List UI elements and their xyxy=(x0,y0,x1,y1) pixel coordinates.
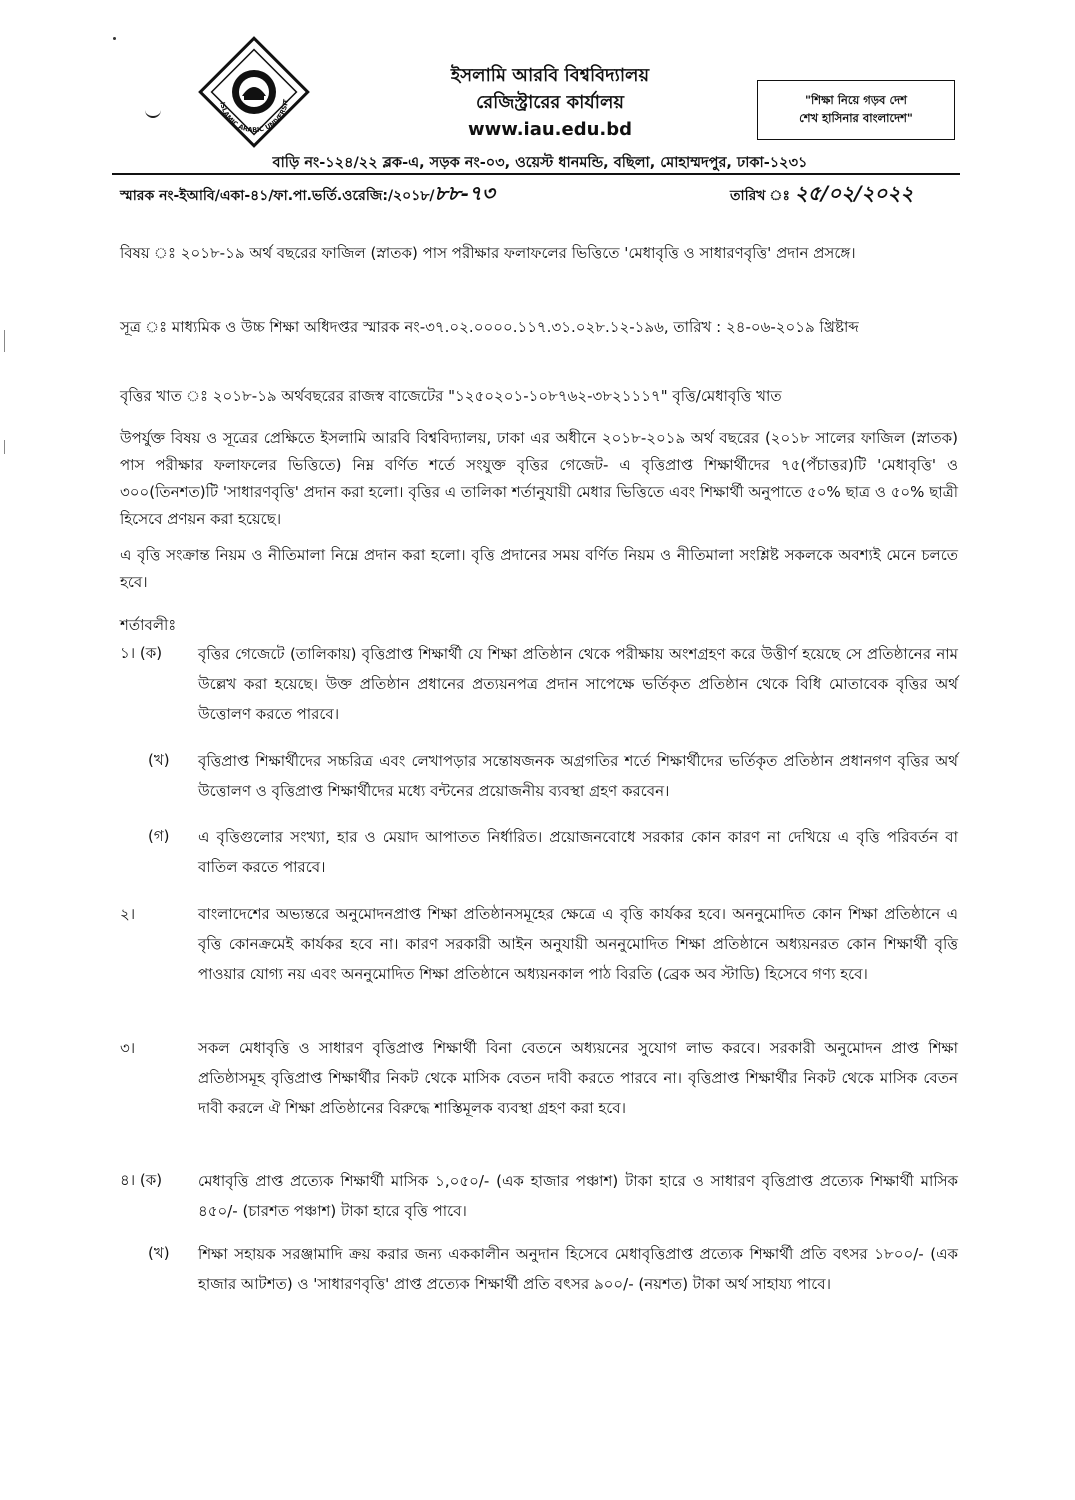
header-divider xyxy=(112,173,960,175)
condition-3-number: ৩। xyxy=(120,1039,136,1057)
website: www.iau.edu.bd xyxy=(467,119,633,140)
condition-1-number: ১। (ক) xyxy=(120,644,163,662)
rules-note: এ বৃত্তি সংক্রান্ত নিয়ম ও নীতিমালা নিম্নে প্রদান করা হলো। বৃত্তি প্রদানের সময় বর্ণিত নিয়ম ও নীতিমালা সংশ্লিষ্ট সকলকে অবশ্যই মেনে চলতে হবে। xyxy=(120,546,958,591)
scan-edge-mark xyxy=(4,440,5,454)
subject: বিষয় ঃ ২০১৮-১৯ অর্থ বছরের ফাজিল (স্নাতক) পাস পরীক্ষার ফলাফলের ভিত্তিতে 'মেধাবৃত্তি ও সাধারণবৃত্তি' প্রদান প্রসঙ্গে। xyxy=(120,244,856,262)
memo-handwritten: ৮৮-৭৩ xyxy=(434,181,495,205)
condition-1-ka: বৃত্তির গেজেটে (তালিকায়) বৃত্তিপ্রাপ্ত শিক্ষার্থী যে শিক্ষা প্রতিষ্ঠান থেকে পরীক্ষায় অংশগ্রহণ করে উত্তীর্ণ হয়েছে সে প্রতিষ্ঠানের নাম উল্লেখ করা হয়েছে। উক্ত প্রতিষ্ঠান প্রধানের প্রত্যয়নপত্র প্রদান সাপেক্ষে ভর্তিকৃত প্রতিষ্ঠান থেকে বিধি মোতাবেক বৃত্তির অর্থ উত্তোলণ করতে পারবে। xyxy=(198,645,958,723)
office-name: রেজিস্ট্রারের কার্যালয় xyxy=(475,92,625,113)
condition-4-kha: শিক্ষা সহায়ক সরঞ্জামাদি ক্রয় করার জন্য এককালীন অনুদান হিসেবে মেধাবৃত্তিপ্রাপ্ত প্রত্যেক শিক্ষার্থী প্রতি বৎসর ১৮০০/- (এক হাজার আটশত) ও 'সাধারণবৃত্তি' প্রাপ্ত প্রত্যেক শিক্ষার্থী প্রতি বৎসর ৯০০/- (নয়শত) টাকা অর্থ সাহায্য পাবে। xyxy=(198,1245,958,1293)
slogan-box xyxy=(757,80,955,140)
condition-4-ka: মেধাবৃত্তি প্রাপ্ত প্রত্যেক শিক্ষার্থী মাসিক ১,০৫০/- (এক হাজার পঞ্চাশ) টাকা হারে ও সাধারণ বৃত্তিপ্রাপ্ত প্রত্যেক শিক্ষার্থী মাসিক ৪৫০/- (চারশত পঞ্চাশ) টাকা হারে বৃত্তি পাবে। xyxy=(198,1172,958,1220)
condition-2: বাংলাদেশের অভ্যন্তরে অনুমোদনপ্রাপ্ত শিক্ষা প্রতিষ্ঠানসমূহের ক্ষেত্রে এ বৃত্তি কার্যকর হবে। অননুমোদিত কোন শিক্ষা প্রতিষ্ঠানে এ বৃত্তি কোনক্রমেই কার্যকর হবে না। কারণ সরকারী আইন অনুযায়ী অননুমোদিত শিক্ষা প্রতিষ্ঠানে অধ্যয়নরত কোন শিক্ষার্থী বৃত্তি পাওয়ার যোগ্য নয় এবং অননুমোদিত শিক্ষা প্রতিষ্ঠানে অধ্যয়নকাল পাঠ বিরতি (ব্রেক অব স্টাডি) হিসেবে গণ্য হবে। xyxy=(198,905,958,983)
scan-speck xyxy=(113,37,116,40)
condition-4-kha-number: (খ) xyxy=(148,1244,170,1262)
memo-printed: স্মারক নং-ইআবি/একা-৪১/ফা.পা.ভর্তি.ওরেজি:/২০১৮/ xyxy=(120,188,435,204)
condition-2-number: ২। xyxy=(120,905,136,923)
logo-lettering: ISLAMIC ARABIC UNIVERSIT xyxy=(218,98,291,135)
scan-edge-mark xyxy=(4,330,5,352)
condition-1-kha-number: (খ) xyxy=(148,751,170,769)
condition-1-kha: বৃত্তিপ্রাপ্ত শিক্ষার্থীদের সচ্চরিত্র এবং লেখাপড়ার সন্তোষজনক অগ্রগতির শর্তে শিক্ষার্থীদের ভর্তিকৃত প্রতিষ্ঠান প্রধানগণ বৃত্তির অর্থ উত্তোলণ ও বৃত্তিপ্রাপ্ত শিক্ষার্থীদের মধ্যে বন্টনের প্রয়োজনীয় ব্যবস্থা গ্রহণ করবেন। xyxy=(198,752,958,800)
intro-paragraph: উপর্যুক্ত বিষয় ও সূত্রের প্রেক্ষিতে ইসলামি আরবি বিশ্ববিদ্যালয়, ঢাকা এর অধীনে ২০১৮-২০১৯ অর্থ বছরের (২০১৮ সালের ফাজিল (স্নাতক) পাস পরীক্ষার ফলাফলের ভিত্তিতে) নিম্ন বর্ণিত শর্তে সংযুক্ত বৃত্তির গেজেট- এ বৃত্তিপ্রাপ্ত শিক্ষার্থীদের ৭৫(পঁচাত্তর)টি 'মেধাবৃত্তি' ও ৩০০(তিনশত)টি 'সাধারণবৃত্তি' প্রদান করা হলো। বৃত্তির এ তালিকা শর্তানুযায়ী মেধার ভিত্তিতে এবং শিক্ষার্থী অনুপাতে ৫০% ছাত্র ও ৫০% ছাত্রী হিসেবে প্রণয়ন করা হয়েছে। xyxy=(120,429,958,528)
letterhead xyxy=(380,62,720,143)
date-label: তারিখ ঃ xyxy=(730,188,790,204)
date-handwritten: ২৫/০২/২০২২ xyxy=(794,181,914,205)
condition-4-number: ৪। (ক) xyxy=(120,1171,163,1189)
condition-1-ga: এ বৃত্তিগুলোর সংখ্যা, হার ও মেয়াদ আপাতত নির্ধারিত। প্রয়োজনবোধে সরকার কোন কারণ না দেখিয়ে এ বৃত্তি পরিবর্তন বা বাতিল করতে পারবে। xyxy=(198,828,958,876)
slogan-line-2: শেখ হাসিনার বাংলাদেশ" xyxy=(799,111,913,125)
office-address: বাড়ি নং-১২৪/২২ ব্লক-এ, সড়ক নং-০৩, ওয়েস্ট ধানমন্ডি, বছিলা, মোহাম্মদপুর, ঢাকা-১২৩১ xyxy=(272,155,808,171)
conditions-heading: শর্তাবলীঃ xyxy=(120,616,177,634)
university-logo-icon xyxy=(198,36,310,148)
condition-3: সকল মেধাবৃত্তি ও সাধারণ বৃত্তিপ্রাপ্ত শিক্ষার্থী বিনা বেতনে অধ্যয়নের সুযোগ লাভ করবে। সরকারী অনুমোদন প্রাপ্ত শিক্ষা প্রতিষ্ঠাসমূহ বৃত্তিপ্রাপ্ত শিক্ষার্থীর নিকট থেকে মাসিক বেতন দাবী করতে পারবে না। বৃত্তিপ্রাপ্ত শিক্ষার্থীর নিকট থেকে মাসিক বেতন দাবী করলে ঐ শিক্ষা প্রতিষ্ঠানের বিরুদ্ধে শাস্তিমূলক ব্যবস্থা গ্রহণ করা হবে। xyxy=(198,1039,958,1117)
slogan-line-1: "শিক্ষা নিয়ে গড়ব দেশ xyxy=(805,93,907,107)
letter-date xyxy=(730,179,913,212)
fund-head: বৃত্তির খাত ঃ ২০১৮-১৯ অর্থবছরের রাজস্ব বাজেটের "১২৫০২০১-১০৮৭৬২-৩৮২১১১৭" বৃত্তি/মেধাবৃত্তি খাত xyxy=(120,387,782,405)
university-name: ইসলামি আরবি বিশ্ববিদ্যালয় xyxy=(450,65,650,86)
scan-mark xyxy=(145,104,161,118)
condition-1-ga-number: (গ) xyxy=(148,827,170,845)
reference: সূত্র ঃ মাধ্যমিক ও উচ্চ শিক্ষা অধিদপ্তর স্মারক নং-৩৭.০২.০০০০.১১৭.৩১.০২৮.১২-১৯৬, তারিখ : ২৪-০৬-২০১৯ খ্রিষ্টাব্দ xyxy=(120,318,859,336)
memo-number xyxy=(120,179,495,212)
